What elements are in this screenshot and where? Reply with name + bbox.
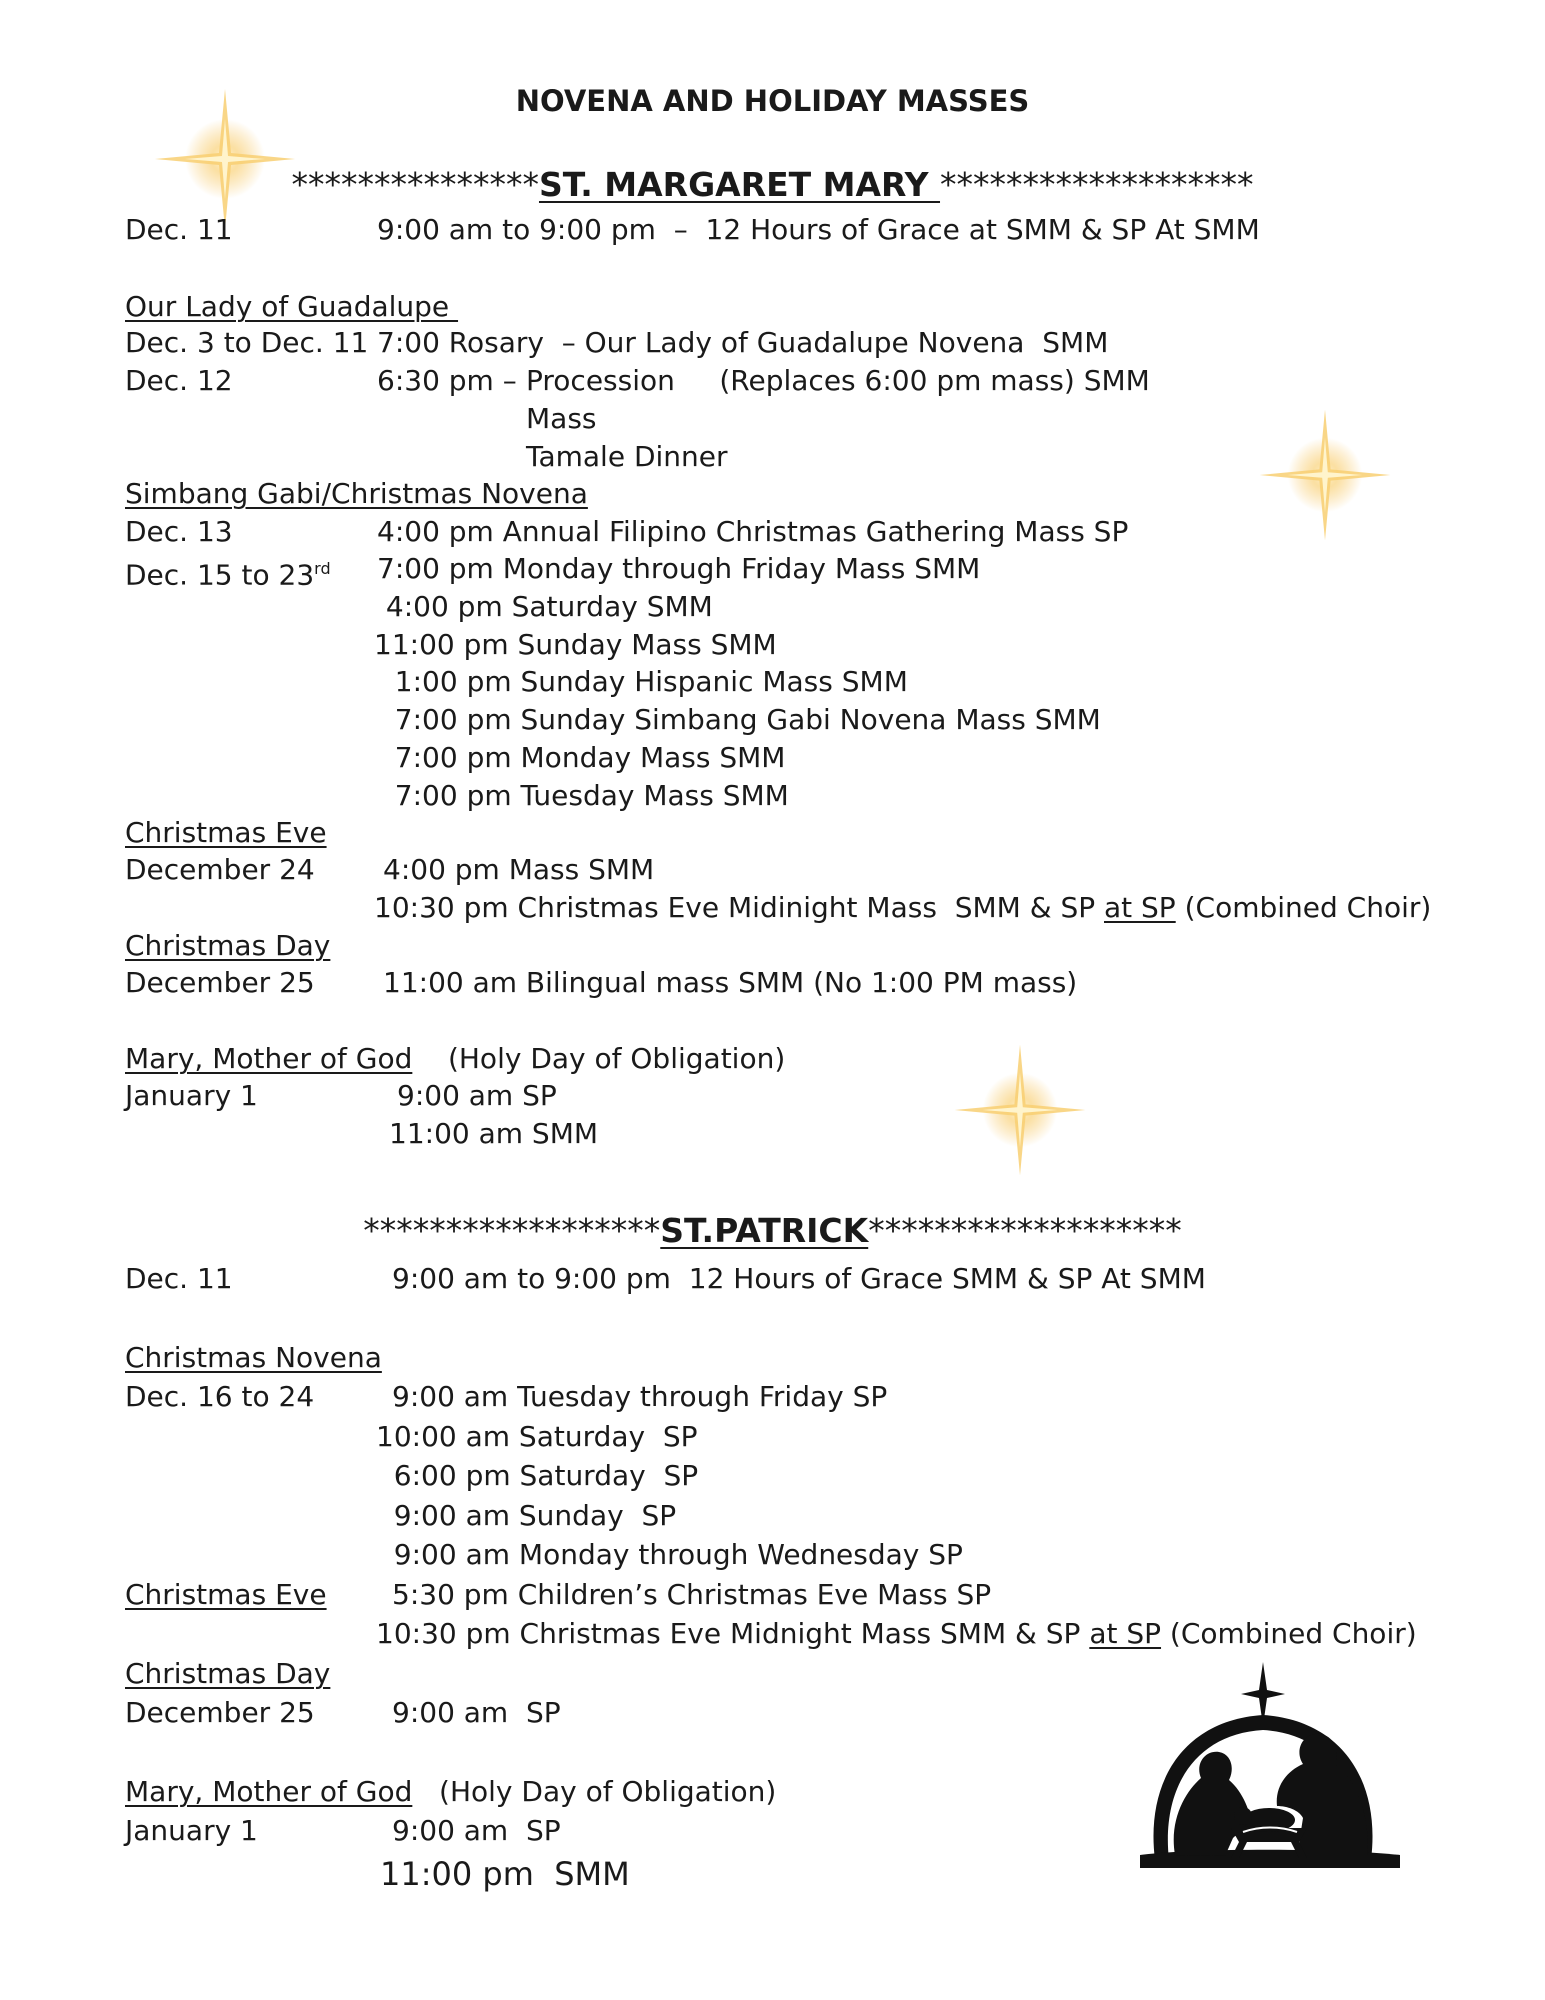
event-text-part: (Combined Choir) bbox=[1175, 891, 1432, 924]
event-date: December 25 bbox=[125, 1696, 315, 1729]
event-date: December 24 bbox=[125, 853, 315, 886]
event-text: 4:00 pm Annual Filipino Christmas Gathering Mass SP bbox=[377, 515, 1129, 548]
event-text: 6:00 pm Saturday SP bbox=[376, 1459, 699, 1492]
event-text: 9:00 am SP bbox=[392, 1696, 561, 1729]
section-heading: Christmas Eve bbox=[125, 816, 327, 849]
event-text: Procession (Replaces 6:00 pm mass) SMM bbox=[526, 364, 1150, 397]
spacer bbox=[412, 1042, 448, 1075]
event-text-part: 10:30 pm Christmas Eve Midinight Mass SMM & SP bbox=[374, 891, 1104, 924]
event-text: 11:00 pm SMM bbox=[380, 1855, 630, 1893]
parish-name: ST.PATRICK bbox=[660, 1211, 869, 1250]
spacer bbox=[412, 1775, 439, 1808]
smm-banner bbox=[0, 165, 1545, 205]
event-text: 10:00 am Saturday SP bbox=[376, 1420, 698, 1453]
event-text: 9:00 am Monday through Wednesday SP bbox=[376, 1538, 963, 1571]
event-date bbox=[125, 552, 331, 592]
event-text: 7:00 pm Sunday Simbang Gabi Novena Mass SMM bbox=[377, 703, 1101, 736]
section-heading-row bbox=[125, 1042, 785, 1076]
date-text: Dec. 15 to 23 bbox=[125, 558, 315, 592]
section-heading: Christmas Day bbox=[125, 929, 331, 962]
event-date: Dec. 16 to 24 bbox=[125, 1380, 315, 1413]
location-note: at SP bbox=[1104, 891, 1176, 924]
event-text: 11:00 am Bilingual mass SMM (No 1:00 PM mass) bbox=[383, 966, 1078, 999]
event-text: 7:00 pm Monday through Friday Mass SMM bbox=[377, 552, 981, 585]
event-text: 7:00 Rosary – Our Lady of Guadalupe Novena SMM bbox=[377, 326, 1109, 359]
event-text: 4:00 pm Saturday SMM bbox=[377, 590, 713, 623]
event-text: 9:00 am Tuesday through Friday SP bbox=[392, 1380, 888, 1413]
banner-stars-right: ******************* bbox=[940, 165, 1254, 204]
event-text bbox=[374, 891, 1431, 925]
event-date: January 1 bbox=[125, 1814, 258, 1847]
event-text: 11:00 am SMM bbox=[389, 1117, 599, 1150]
event-text bbox=[376, 1617, 1417, 1651]
obligation-note: (Holy Day of Obligation) bbox=[447, 1042, 786, 1075]
event-date: Dec. 13 bbox=[125, 515, 233, 548]
section-heading: Christmas Day bbox=[125, 1657, 331, 1690]
event-date: Dec. 12 bbox=[125, 364, 233, 397]
event-time: 6:30 pm – bbox=[377, 364, 517, 397]
event-text: 9:00 am SP bbox=[392, 1814, 561, 1847]
hours-text: 9:00 am to 9:00 pm 12 Hours of Grace SMM & SP At SMM bbox=[392, 1262, 1206, 1295]
event-text: 9:00 am SP bbox=[397, 1079, 557, 1112]
section-heading: Christmas Eve bbox=[125, 1578, 327, 1611]
event-text-part: 10:30 pm Christmas Eve Midnight Mass SMM & SP bbox=[376, 1617, 1090, 1650]
star-decoration-icon bbox=[1255, 405, 1395, 545]
hours-date: Dec. 11 bbox=[125, 213, 233, 246]
nativity-icon bbox=[1135, 1660, 1405, 1875]
event-date: Dec. 3 to Dec. 11 bbox=[125, 326, 369, 359]
location-note: at SP bbox=[1089, 1617, 1162, 1650]
event-text: 7:00 pm Monday Mass SMM bbox=[377, 741, 786, 774]
event-text: 5:30 pm Children’s Christmas Eve Mass SP bbox=[392, 1578, 992, 1611]
event-text: Mass bbox=[526, 402, 597, 435]
banner-stars-left: *************** bbox=[291, 165, 539, 204]
section-heading: Christmas Novena bbox=[125, 1341, 382, 1374]
star-decoration-icon bbox=[950, 1040, 1090, 1180]
hours-text: 9:00 am to 9:00 pm – 12 Hours of Grace at SMM & SP At SMM bbox=[377, 213, 1260, 246]
event-text: 7:00 pm Tuesday Mass SMM bbox=[377, 779, 789, 812]
section-heading: Simbang Gabi/Christmas Novena bbox=[125, 477, 588, 510]
event-text: 1:00 pm Sunday Hispanic Mass SMM bbox=[377, 665, 908, 698]
banner-stars-right: ******************* bbox=[868, 1211, 1182, 1250]
event-text: Tamale Dinner bbox=[526, 440, 728, 473]
parish-name: ST. MARGARET MARY bbox=[538, 165, 941, 204]
sp-banner bbox=[0, 1211, 1545, 1251]
event-text-part: (Combined Choir) bbox=[1161, 1617, 1417, 1650]
banner-stars-left: ****************** bbox=[363, 1211, 661, 1250]
event-text: 11:00 pm Sunday Mass SMM bbox=[374, 628, 777, 661]
obligation-note: (Holy Day of Obligation) bbox=[439, 1775, 777, 1808]
event-date: January 1 bbox=[125, 1079, 258, 1112]
event-date: December 25 bbox=[125, 966, 315, 999]
section-heading: Our Lady of Guadalupe bbox=[125, 290, 459, 323]
page-title: NOVENA AND HOLIDAY MASSES bbox=[515, 84, 1030, 118]
section-heading-row bbox=[125, 1775, 776, 1809]
date-suffix: rd bbox=[314, 559, 331, 578]
section-heading: Mary, Mother of God bbox=[125, 1042, 413, 1075]
section-heading: Mary, Mother of God bbox=[125, 1775, 413, 1808]
hours-date: Dec. 11 bbox=[125, 1262, 233, 1295]
event-text: 4:00 pm Mass SMM bbox=[383, 853, 655, 886]
event-text: 9:00 am Sunday SP bbox=[376, 1499, 677, 1532]
